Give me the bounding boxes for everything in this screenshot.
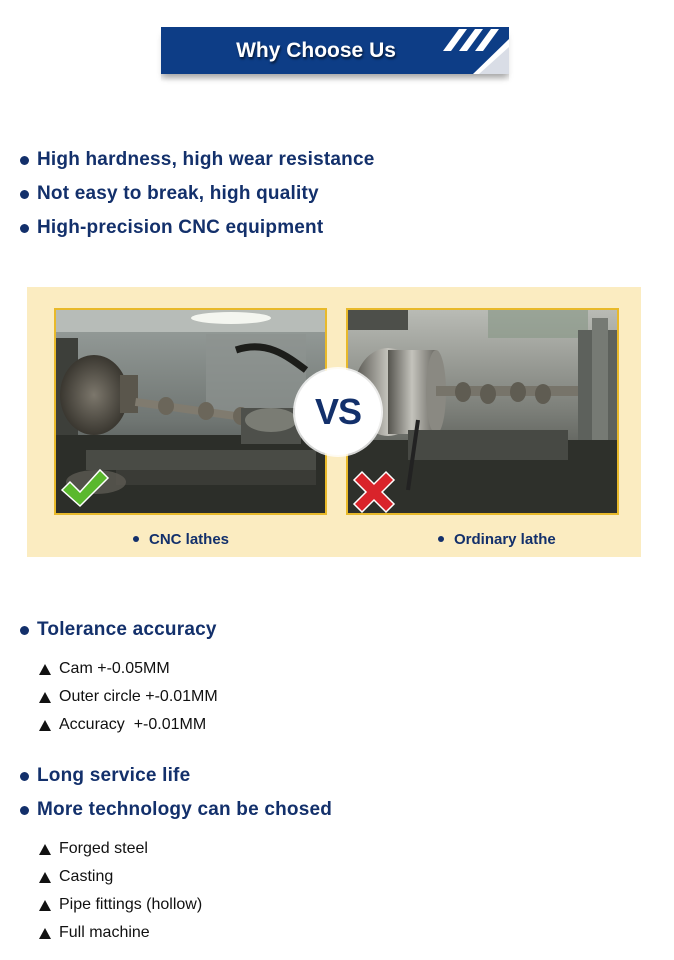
ordinary-lathe-caption: [438, 530, 556, 548]
caption-label: CNC lathes: [149, 530, 230, 548]
item-label: Full machine: [59, 924, 150, 941]
triangle-icon: [39, 692, 51, 703]
ordinary-lathe-photo: [346, 308, 619, 515]
section-title: Tolerance accuracy: [37, 619, 217, 640]
bullet-icon: [133, 536, 139, 542]
technology-item: [39, 866, 113, 888]
bullet-icon: [20, 190, 29, 199]
header-banner: [161, 27, 509, 74]
item-label: Pipe fittings (hollow): [59, 896, 203, 913]
tolerance-item: [39, 686, 218, 708]
bullet-icon: [20, 772, 29, 781]
comparison-panel: [27, 287, 641, 557]
triangle-icon: [39, 720, 51, 731]
section-title: More technology can be chosed: [37, 799, 333, 820]
feature-label: Not easy to break, high quality: [37, 183, 319, 204]
long-life-heading: [20, 763, 190, 789]
stripes-decoration: [429, 27, 509, 74]
bullet-icon: [20, 626, 29, 635]
technology-heading: [20, 797, 332, 823]
feature-item: [20, 215, 323, 241]
technology-item: [39, 894, 202, 916]
feature-item: [20, 181, 319, 207]
bullet-icon: [20, 224, 29, 233]
item-label: Casting: [59, 868, 114, 885]
cnc-lathe-caption: [133, 530, 229, 548]
bullet-icon: [20, 806, 29, 815]
vs-label: VS: [314, 391, 362, 432]
vs-badge: [295, 369, 381, 455]
section-title: Long service life: [37, 765, 191, 786]
banner-shadow: [161, 74, 509, 82]
item-label: Accuracy +-0.01MM: [59, 716, 207, 733]
triangle-icon: [39, 664, 51, 675]
item-label: Cam +-0.05MM: [59, 660, 170, 677]
feature-label: High-precision CNC equipment: [37, 217, 324, 238]
tolerance-heading: [20, 617, 217, 643]
triangle-icon: [39, 900, 51, 911]
triangle-icon: [39, 844, 51, 855]
tolerance-item: [39, 714, 206, 736]
item-label: Outer circle +-0.01MM: [59, 688, 218, 705]
cnc-lathe-photo: [54, 308, 327, 515]
bullet-icon: [20, 156, 29, 165]
caption-label: Ordinary lathe: [454, 530, 556, 548]
technology-item: [39, 838, 148, 860]
tolerance-item: [39, 658, 170, 680]
triangle-icon: [39, 872, 51, 883]
technology-item: [39, 922, 150, 944]
page-title: Why Choose Us: [236, 38, 396, 62]
bullet-icon: [438, 536, 444, 542]
feature-label: High hardness, high wear resistance: [37, 149, 375, 170]
item-label: Forged steel: [59, 840, 148, 857]
triangle-icon: [39, 928, 51, 939]
feature-item: [20, 147, 375, 173]
